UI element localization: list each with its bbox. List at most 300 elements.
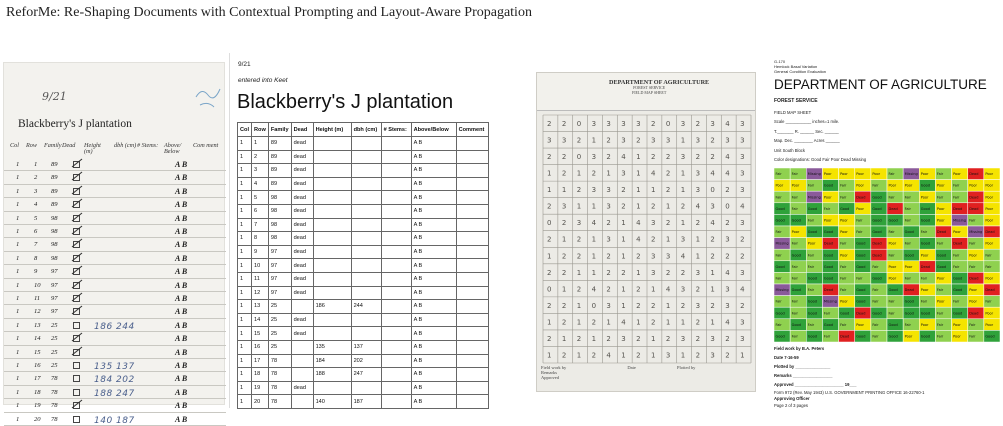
map-cell-mark: 4 xyxy=(591,285,597,294)
table-cell xyxy=(313,286,351,300)
scan-above-below: A B xyxy=(175,294,188,303)
table-cell: 1 xyxy=(252,137,269,151)
map-service-line: FOREST SERVICE xyxy=(633,85,666,90)
scan-family: 97 xyxy=(51,308,58,316)
scan-above-below: A B xyxy=(175,213,188,223)
map-cell-mark: 4 xyxy=(725,268,730,277)
map-cell-mark: 3 xyxy=(561,136,567,145)
condition-label: Fair xyxy=(936,195,944,200)
condition-label: Fair xyxy=(840,288,847,293)
condition-label: Fair xyxy=(791,206,798,211)
condition-label: Poor xyxy=(791,183,800,188)
scan-header-cell: Row xyxy=(26,142,38,149)
condition-label: Good xyxy=(856,288,866,293)
map-cell-mark: 2 xyxy=(665,153,671,162)
table-cell xyxy=(351,381,381,395)
table-cell: 25 xyxy=(268,340,291,354)
table-cell xyxy=(381,354,411,368)
table-cell: 1 xyxy=(238,177,252,191)
table-cell: dead xyxy=(291,218,313,232)
table-header-cell: Height (m) xyxy=(313,123,351,137)
map-cell-mark: 2 xyxy=(695,334,701,343)
table-cell xyxy=(381,191,411,205)
table-cell: A B xyxy=(411,218,456,232)
table-cell xyxy=(351,177,381,191)
condition-label: Dead xyxy=(823,288,834,293)
condition-label: Poor xyxy=(936,299,945,304)
map-cell-mark: 1 xyxy=(651,334,656,343)
scan-col: 1 xyxy=(16,321,20,329)
table-cell: dead xyxy=(291,150,313,164)
scan-family: 78 xyxy=(51,415,58,423)
condition-label: Fair xyxy=(807,253,815,258)
scan-family: 25 xyxy=(51,362,58,369)
map-cell-mark: 1 xyxy=(710,285,715,294)
table-cell: A B xyxy=(411,286,456,300)
table-cell: 1 xyxy=(238,137,252,151)
map-cell-mark: 1 xyxy=(710,268,715,277)
map-cell-mark: 0 xyxy=(547,285,552,294)
map-cell-mark: 0 xyxy=(665,120,671,128)
condition-label: Fair xyxy=(904,195,911,200)
condition-grid xyxy=(774,168,1000,342)
condition-label: Poor xyxy=(953,172,961,177)
map-cell-mark: 4 xyxy=(725,169,730,178)
condition-label: Good xyxy=(823,276,834,281)
scan-family: 98 xyxy=(51,254,58,262)
condition-label: Fair xyxy=(872,299,879,304)
condition-label: Poor xyxy=(936,183,945,188)
table-row xyxy=(238,300,489,314)
form-unit: Unit South Block xyxy=(774,148,805,153)
table-cell: 137 xyxy=(351,340,381,354)
table-cell: 4 xyxy=(252,177,269,191)
condition-label: Dead xyxy=(969,311,979,316)
form-line2: Hemlock Basal Variation xyxy=(774,64,818,69)
form-scale: Scale ___________ inches=1 mile. xyxy=(774,119,840,124)
condition-label: Poor xyxy=(985,311,994,316)
map-cell-mark: 3 xyxy=(710,120,715,128)
condition-label: Poor xyxy=(840,218,848,223)
condition-label: Fair xyxy=(840,195,847,200)
map-cell-mark: 4 xyxy=(621,318,626,327)
entered-note: entered into Keet xyxy=(238,77,288,84)
table-cell: 18 xyxy=(252,368,269,382)
map-cell-mark: 1 xyxy=(576,268,582,277)
handwritten-values: 186 244 xyxy=(94,321,135,332)
condition-label: Fair xyxy=(823,311,831,316)
scan-family: 98 xyxy=(51,214,58,222)
map-cell-mark: 1 xyxy=(636,169,641,178)
table-cell xyxy=(456,368,488,382)
condition-label: Good xyxy=(807,206,818,211)
map-cell-mark: 1 xyxy=(695,252,701,261)
check-mark-icon xyxy=(71,332,83,343)
table-cell xyxy=(381,340,411,354)
scan-col: 1 xyxy=(16,228,20,235)
scan-row xyxy=(4,238,226,251)
map-cell-mark: 3 xyxy=(547,136,552,145)
map-cell-mark: 2 xyxy=(740,252,745,261)
condition-label: Good xyxy=(775,206,785,211)
scan-rownum: 15 xyxy=(34,348,41,356)
table-row xyxy=(238,150,489,164)
map-cell-mark: 1 xyxy=(561,334,567,343)
condition-label: Dead xyxy=(985,288,995,293)
table-cell: A B xyxy=(411,259,456,273)
table-row xyxy=(238,164,489,178)
condition-label: Good xyxy=(985,334,995,339)
scan-family: 89 xyxy=(51,174,58,182)
condition-label: Fair xyxy=(807,218,815,223)
scan-family: 97 xyxy=(51,281,58,289)
handwritten-values: 188 247 xyxy=(94,388,135,399)
scan-above-below: A B xyxy=(175,267,188,277)
table-cell: 1 xyxy=(238,327,252,341)
condition-label: Good xyxy=(953,276,963,281)
table-cell xyxy=(381,218,411,232)
map-cell-mark: 0 xyxy=(591,301,597,310)
table-cell: dead xyxy=(291,232,313,246)
scan-family: 25 xyxy=(51,321,58,329)
condition-label: Dead xyxy=(872,241,882,246)
table-cell xyxy=(381,313,411,327)
condition-label: Fair xyxy=(791,241,798,246)
map-cell-mark: 4 xyxy=(725,318,730,327)
check-mark-icon xyxy=(71,279,83,290)
condition-label: Poor xyxy=(920,322,929,327)
table-cell xyxy=(456,245,488,259)
scan-above-below: A B xyxy=(175,173,188,183)
condition-label: Fair xyxy=(904,241,911,246)
map-cell-mark: 1 xyxy=(680,186,686,195)
table-header-cell: Col xyxy=(238,123,252,137)
map-cell-mark: 2 xyxy=(695,153,701,162)
table-cell: dead xyxy=(291,164,313,178)
scan-rownum: 13 xyxy=(34,321,41,329)
map-cell-mark: 2 xyxy=(606,334,611,343)
table-cell: 15 xyxy=(252,327,269,341)
condition-label: Good xyxy=(936,264,947,269)
scan-family: 89 xyxy=(51,161,58,168)
map-cell-mark: 2 xyxy=(680,301,686,310)
condition-label: Good xyxy=(856,299,866,304)
table-header-cell: dbh (cm) xyxy=(351,123,381,137)
table-cell xyxy=(381,327,411,341)
table-cell: 98 xyxy=(268,191,291,205)
condition-label: Dead xyxy=(872,253,882,258)
scan-row xyxy=(4,319,226,332)
form-page: Page 2 of 3 pages xyxy=(774,403,808,408)
map-cell-mark: 2 xyxy=(561,169,567,178)
form-legend: Color designations: Good Fair Poor Dead Missing xyxy=(774,157,867,162)
condition-label: Fair xyxy=(872,334,879,339)
reconstructed-form xyxy=(770,53,1000,408)
table-row xyxy=(238,218,489,232)
table-cell xyxy=(456,232,488,246)
map-cell-mark: 2 xyxy=(651,120,656,128)
map-cell-mark: 1 xyxy=(636,202,641,211)
condition-label: Fair xyxy=(936,311,944,316)
map-cell-mark: 2 xyxy=(606,268,611,277)
table-cell xyxy=(351,232,381,246)
map-cell-mark: 3 xyxy=(725,235,730,244)
map-cell-mark: 3 xyxy=(651,268,656,277)
map-cell-mark: 2 xyxy=(621,202,626,211)
map-cell-mark: 2 xyxy=(576,285,582,294)
table-cell: dead xyxy=(291,313,313,327)
transcribed-table xyxy=(237,122,489,409)
map-cell-mark: 4 xyxy=(636,219,641,228)
table-cell xyxy=(313,191,351,205)
condition-label: Fair xyxy=(807,288,815,293)
handwritten-values: 140 187 xyxy=(94,415,135,426)
table-cell: 97 xyxy=(268,259,291,273)
map-cell-mark: 3 xyxy=(621,136,626,145)
table-cell: 1 xyxy=(238,191,252,205)
scan-row xyxy=(4,386,226,399)
map-cell-mark: 1 xyxy=(651,285,656,294)
map-cell-mark: 3 xyxy=(606,235,611,244)
map-cell-mark: 3 xyxy=(591,186,597,195)
table-row xyxy=(238,313,489,327)
condition-label: Fair xyxy=(840,241,847,246)
scan-row xyxy=(4,171,226,184)
table-header-cell: Family xyxy=(268,123,291,137)
table-cell: A B xyxy=(411,177,456,191)
map-grid xyxy=(543,115,751,363)
table-cell: 3 xyxy=(252,164,269,178)
condition-label: Missing xyxy=(953,218,967,223)
map-cell-mark: 2 xyxy=(680,268,686,277)
map-cell-mark: 3 xyxy=(740,169,745,178)
table-cell: 78 xyxy=(268,381,291,395)
map-cell-mark: 3 xyxy=(725,136,730,145)
scan-above-below: A B xyxy=(175,347,188,357)
condition-label: Good xyxy=(807,276,818,281)
map-cell-mark: 2 xyxy=(695,219,701,228)
map-cell-mark: 1 xyxy=(680,351,686,360)
scan-rownum: 19 xyxy=(34,402,41,410)
condition-label: Good xyxy=(872,276,882,281)
map-cell-mark: 3 xyxy=(680,120,686,128)
table-cell: A B xyxy=(411,245,456,259)
table-cell: 10 xyxy=(252,259,269,273)
map-cell-mark: 1 xyxy=(621,301,626,310)
scan-header-cell: # Stems: xyxy=(137,142,159,149)
map-cell-mark: 2 xyxy=(591,169,597,178)
table-cell xyxy=(313,164,351,178)
map-cell-mark: 1 xyxy=(591,252,597,261)
map-cell-mark: 2 xyxy=(591,318,597,327)
map-cell-mark: 1 xyxy=(621,219,626,228)
table-cell: A B xyxy=(411,232,456,246)
condition-label: Good xyxy=(920,311,931,316)
map-cell-mark: 3 xyxy=(740,268,745,277)
table-cell: A B xyxy=(411,204,456,218)
table-cell: A B xyxy=(411,368,456,382)
condition-label: Fair xyxy=(823,206,831,211)
map-cell-mark: 2 xyxy=(651,301,656,310)
map-cell-mark: 3 xyxy=(740,136,745,145)
condition-label: Good xyxy=(775,218,785,223)
condition-label: Fair xyxy=(807,264,815,269)
condition-label: Good xyxy=(920,206,931,211)
condition-label: Fair xyxy=(953,195,960,200)
scan-row xyxy=(4,265,226,278)
condition-label: Poor xyxy=(823,195,832,200)
check-mark-icon xyxy=(71,265,83,276)
map-cell-mark: 2 xyxy=(710,153,715,162)
map-cell-mark: 1 xyxy=(591,268,597,277)
condition-label: Fair xyxy=(856,218,863,223)
table-cell: 1 xyxy=(238,164,252,178)
scan-col: 1 xyxy=(16,254,20,262)
map-cell-mark: 1 xyxy=(606,318,611,327)
scan-col: 1 xyxy=(16,241,20,249)
table-cell: dead xyxy=(291,245,313,259)
map-cell-mark: 3 xyxy=(710,334,715,343)
map-cell-mark: 2 xyxy=(547,334,552,343)
condition-label: Good xyxy=(872,230,882,235)
table-cell xyxy=(456,327,488,341)
condition-label: Poor xyxy=(985,218,994,223)
map-cell-mark: 2 xyxy=(710,301,715,310)
map-date: Date xyxy=(627,365,636,370)
condition-label: Fair xyxy=(888,299,895,304)
map-cell-mark: 1 xyxy=(636,318,641,327)
map-cell-mark: 1 xyxy=(680,318,686,327)
map-cell-mark: 1 xyxy=(547,252,552,261)
table-cell: 202 xyxy=(351,354,381,368)
scan-row xyxy=(4,252,226,265)
scan-family: 78 xyxy=(51,402,58,410)
scan-rownum: 16 xyxy=(34,362,41,369)
table-cell xyxy=(313,232,351,246)
scan-col: 1 xyxy=(16,308,20,316)
table-cell xyxy=(381,286,411,300)
condition-label: Poor xyxy=(840,172,848,177)
condition-label: Good xyxy=(840,311,850,316)
map-cell-mark: 1 xyxy=(665,235,671,244)
map-cell-mark: 0 xyxy=(576,153,582,162)
table-cell xyxy=(456,259,488,273)
map-cell-mark: 1 xyxy=(636,268,641,277)
map-cell-mark: 2 xyxy=(725,252,730,261)
handwritten-values: 135 137 xyxy=(94,362,135,372)
scan-col: 1 xyxy=(16,415,20,423)
condition-label: Fair xyxy=(888,195,895,200)
condition-label: Dead xyxy=(904,288,914,293)
condition-label: Good xyxy=(823,264,834,269)
scan-col: 1 xyxy=(16,214,20,222)
scan-row xyxy=(4,413,226,426)
dead-checkbox xyxy=(73,375,80,382)
table-row xyxy=(238,191,489,205)
map-cell-mark: 2 xyxy=(725,219,730,228)
condition-label: Fair xyxy=(856,276,863,281)
condition-label: Fair xyxy=(953,183,960,188)
scan-rownum: 6 xyxy=(34,228,38,235)
table-cell: 1 xyxy=(238,340,252,354)
scan-col: 1 xyxy=(16,281,20,289)
scan-rownum: 1 xyxy=(34,161,38,168)
condition-label: Good xyxy=(856,241,866,246)
map-cell-mark: 2 xyxy=(561,153,567,162)
condition-label: Dead xyxy=(969,172,979,177)
table-cell: 1 xyxy=(238,259,252,273)
table-cell: dead xyxy=(291,137,313,151)
table-row xyxy=(238,395,489,409)
table-cell: 1 xyxy=(238,218,252,232)
table-cell xyxy=(291,368,313,382)
condition-label: Fair xyxy=(953,299,960,304)
scan-family: 98 xyxy=(51,241,58,249)
condition-label: Fair xyxy=(920,230,928,235)
condition-label: Fair xyxy=(985,253,992,258)
table-cell xyxy=(381,232,411,246)
table-cell xyxy=(313,272,351,286)
map-cell-mark: 1 xyxy=(651,351,656,360)
table-cell: dead xyxy=(291,191,313,205)
table-cell: 184 xyxy=(313,354,351,368)
map-cell-mark: 2 xyxy=(695,351,701,360)
condition-label: Fair xyxy=(856,230,863,235)
scan-row xyxy=(4,212,226,225)
table-cell: 89 xyxy=(268,150,291,164)
table-row xyxy=(238,245,489,259)
table-cell: 1 xyxy=(238,272,252,286)
condition-label: Dead xyxy=(953,241,963,246)
table-row xyxy=(238,327,489,341)
scan-above-below: A B xyxy=(175,320,188,330)
map-cell-mark: 1 xyxy=(710,318,715,327)
scan-row xyxy=(4,225,226,238)
map-cell-mark: 2 xyxy=(606,219,611,228)
map-cell-mark: 2 xyxy=(561,219,567,228)
condition-label: Good xyxy=(856,253,866,258)
scan-row xyxy=(4,279,226,292)
map-cell-mark: 4 xyxy=(740,285,745,294)
form-line3: General Condition Evaluation xyxy=(774,69,827,74)
map-footer xyxy=(541,365,753,393)
map-cell-mark: 3 xyxy=(636,120,641,128)
map-cell-mark: 2 xyxy=(561,318,567,327)
condition-label: Good xyxy=(840,206,850,211)
condition-label: Poor xyxy=(872,172,881,177)
condition-label: Fair xyxy=(888,172,895,177)
map-cell-mark: 2 xyxy=(561,268,567,277)
table-cell xyxy=(456,137,488,151)
map-cell-mark: 2 xyxy=(665,169,671,178)
scan-family: 89 xyxy=(51,201,58,209)
table-cell xyxy=(313,177,351,191)
condition-label: Poor xyxy=(856,206,864,211)
scan-above-below: A B xyxy=(175,227,188,236)
table-cell xyxy=(351,259,381,273)
map-cell-mark: 3 xyxy=(591,120,597,128)
condition-label: Good xyxy=(888,334,898,339)
table-cell xyxy=(313,218,351,232)
condition-label: Fair xyxy=(791,299,798,304)
condition-label: Fair xyxy=(872,183,879,188)
table-cell: 25 xyxy=(268,300,291,314)
map-cell-mark: 1 xyxy=(561,285,567,294)
condition-label: Poor xyxy=(969,299,977,304)
table-cell: 186 xyxy=(313,300,351,314)
condition-label: Good xyxy=(904,253,914,258)
map-cell-mark: 2 xyxy=(636,334,641,343)
